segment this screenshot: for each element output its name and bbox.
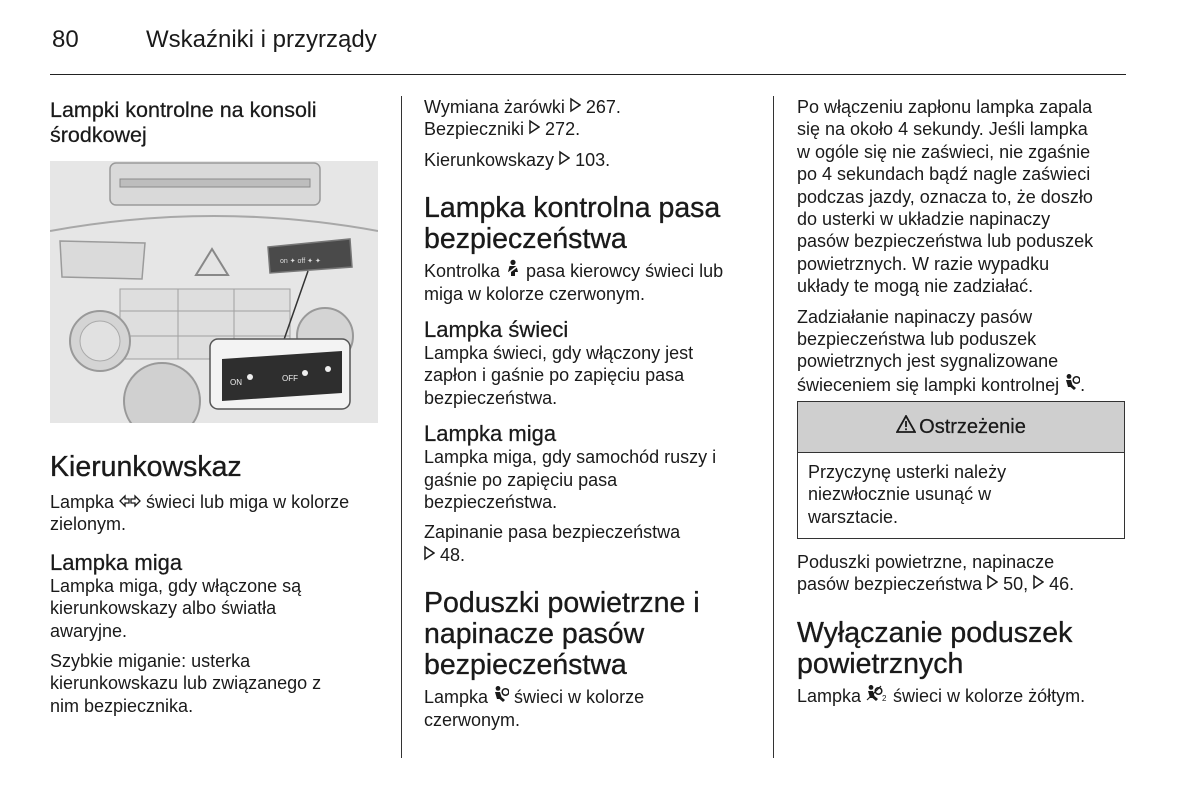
text-span: zielonym. xyxy=(50,514,127,535)
text-span: warsztacie. xyxy=(808,506,899,527)
text-span: . xyxy=(1080,374,1086,395)
text-span: powietrznych jest sygnalizowane xyxy=(797,351,1059,372)
airbag-off-icon xyxy=(866,686,888,706)
title-line: Lampka kontrolna pasa xyxy=(424,192,721,225)
text-span: bezpieczeństwa. xyxy=(424,492,558,513)
airbag-icon xyxy=(1064,375,1080,395)
text-span: Bezpieczniki xyxy=(424,119,530,140)
subheading: Lampka świeci xyxy=(424,317,569,343)
seatbelt-icon xyxy=(505,261,521,281)
column-1 xyxy=(50,98,385,148)
section-title xyxy=(50,98,385,148)
column-divider-1 xyxy=(401,96,402,758)
warning-triangle-icon xyxy=(896,415,916,439)
text-span: 267. xyxy=(580,97,621,117)
paragraph xyxy=(797,551,1127,596)
console-illustration xyxy=(50,161,378,423)
airbag-section-title xyxy=(424,588,759,681)
turn-signal-section xyxy=(50,452,385,717)
ref-arrow-icon xyxy=(1033,574,1044,594)
text-span: świeci w kolorze xyxy=(509,687,645,708)
text-span: Poduszki powietrzne, napinacze xyxy=(797,552,1055,572)
text-span: 50, xyxy=(998,574,1034,595)
svg-text:2: 2 xyxy=(882,693,887,702)
paragraph xyxy=(424,259,759,305)
paragraph xyxy=(797,306,1127,397)
text-span: podczas jazdy, oznacza to, że doszło xyxy=(797,186,1093,207)
text-span: się na około 4 sekundy. Jeśli lampka xyxy=(797,119,1088,140)
paragraph xyxy=(50,650,385,717)
text-span: świeci w kolorze żółtym. xyxy=(888,685,1086,706)
paragraph xyxy=(797,96,1127,298)
svg-text:on ✦ off ✦ ✦: on ✦ off ✦ ✦ xyxy=(280,258,321,265)
subheading: Lampka miga xyxy=(424,421,557,447)
text-span: układy te mogą nie zadziałać. xyxy=(797,276,1034,297)
ref-arrow-icon xyxy=(529,119,540,139)
text-span: Przyczynę usterki należy xyxy=(808,462,1007,482)
warning-header xyxy=(798,402,1124,453)
text-span: Zadziałanie napinaczy pasów xyxy=(797,306,1033,327)
belt-section-title xyxy=(424,193,759,255)
text-span: Lampka xyxy=(50,492,120,512)
ref-arrow-icon xyxy=(570,97,581,117)
text-span: Kierunkowskazy xyxy=(424,149,560,170)
text-span: kierunkowskazu lub związanego z xyxy=(50,673,322,694)
text-span: awaryjne. xyxy=(50,620,128,641)
text-span: pasów bezpieczeństwa lub poduszek xyxy=(797,231,1094,252)
title-line: bezpieczeństwa xyxy=(424,649,627,682)
column-2 xyxy=(424,96,759,731)
text-span: 103. xyxy=(570,149,611,170)
ref-arrow-icon xyxy=(987,574,998,594)
text-span: Wymiana żarówki xyxy=(424,97,570,117)
column-3-lower xyxy=(797,551,1127,707)
paragraph xyxy=(424,521,759,566)
section-title-line: środkowej xyxy=(50,123,147,147)
title-line: napinacze pasów xyxy=(424,618,645,651)
text-span: Szybkie miganie: usterka xyxy=(50,651,251,672)
ref-arrow-icon xyxy=(559,150,570,170)
text-span: bezpieczeństwa. xyxy=(424,387,558,408)
reference-list xyxy=(424,96,759,141)
text-span: niezwłocznie usunąć w xyxy=(808,484,992,505)
turn-signal-text xyxy=(50,491,385,536)
paragraph xyxy=(424,685,759,731)
text-span: świeceniem się lampki kontrolnej xyxy=(797,374,1065,395)
title-line: Poduszki powietrzne i xyxy=(424,587,700,620)
console-figure xyxy=(50,161,378,423)
text-span: świeci lub miga w kolorze xyxy=(141,492,350,512)
text-span: Lampka miga, gdy włączone są xyxy=(50,575,302,596)
title-line: powietrznych xyxy=(797,647,964,680)
figure-label-on: ON xyxy=(230,378,242,387)
text-span: pasa kierowcy świeci lub xyxy=(521,261,724,282)
paragraph xyxy=(797,684,1127,707)
airbag-off-title xyxy=(797,618,1127,680)
page-title: Wskaźniki i przyrządy xyxy=(146,26,377,53)
text-span: Kontrolka xyxy=(424,261,506,282)
text-span: powietrznych. W razie wypadku xyxy=(797,253,1050,274)
turn-arrows-icon xyxy=(119,492,141,512)
text-span: Zapinanie pasa bezpieczeństwa xyxy=(424,522,681,543)
text-span: miga w kolorze czerwonym. xyxy=(424,283,646,304)
reference-item xyxy=(424,149,759,171)
text-span: kierunkowskazy albo światła xyxy=(50,598,277,619)
section-title-line: Lampki kontrolne na konsoli xyxy=(50,98,317,122)
warning-box xyxy=(797,401,1125,539)
text-span: Lampka xyxy=(797,685,867,706)
text-span: Lampka świeci, gdy włączony jest xyxy=(424,343,694,364)
ref-arrow-icon xyxy=(424,545,435,565)
turn-signal-title: Kierunkowskaz xyxy=(50,451,242,483)
header-rule xyxy=(50,74,1126,75)
title-line: bezpieczeństwa xyxy=(424,223,627,256)
warning-title: Ostrzeżenie xyxy=(919,415,1026,438)
page-number: 80 xyxy=(52,26,79,53)
text-span: gaśnie po zapięciu pasa xyxy=(424,469,618,490)
text-span: 46. xyxy=(1044,574,1075,595)
text-span: nim bezpiecznika. xyxy=(50,695,194,716)
text-span: Lampka miga, gdy samochód ruszy i xyxy=(424,447,717,468)
paragraph xyxy=(50,575,385,642)
text-span: w ogóle się nie zaświeci, nie zgaśnie xyxy=(797,141,1091,162)
text-span: zapłon i gaśnie po zapięciu pasa xyxy=(424,365,685,386)
paragraph xyxy=(424,342,759,409)
column-3 xyxy=(797,96,1127,396)
text-span: 48. xyxy=(435,544,466,565)
text-span: pasów bezpieczeństwa xyxy=(797,574,988,595)
text-span: Lampka xyxy=(424,687,494,708)
text-span: 272. xyxy=(540,119,581,140)
warning-text xyxy=(798,453,1124,538)
text-span: do usterki w układzie napinaczy xyxy=(797,209,1051,230)
paragraph xyxy=(424,446,759,513)
text-span: Po włączeniu zapłonu lampka zapala xyxy=(797,97,1093,117)
text-span: czerwonym. xyxy=(424,709,521,730)
figure-label-off: OFF xyxy=(282,374,298,383)
column-divider-2 xyxy=(773,96,774,758)
text-span: bezpieczeństwa lub poduszek xyxy=(797,329,1037,350)
text-span: po 4 sekundach bądź nagle zaświeci xyxy=(797,164,1091,185)
subheading: Lampka miga xyxy=(50,549,183,575)
title-line: Wyłączanie poduszek xyxy=(797,616,1073,649)
airbag-icon xyxy=(493,687,509,707)
